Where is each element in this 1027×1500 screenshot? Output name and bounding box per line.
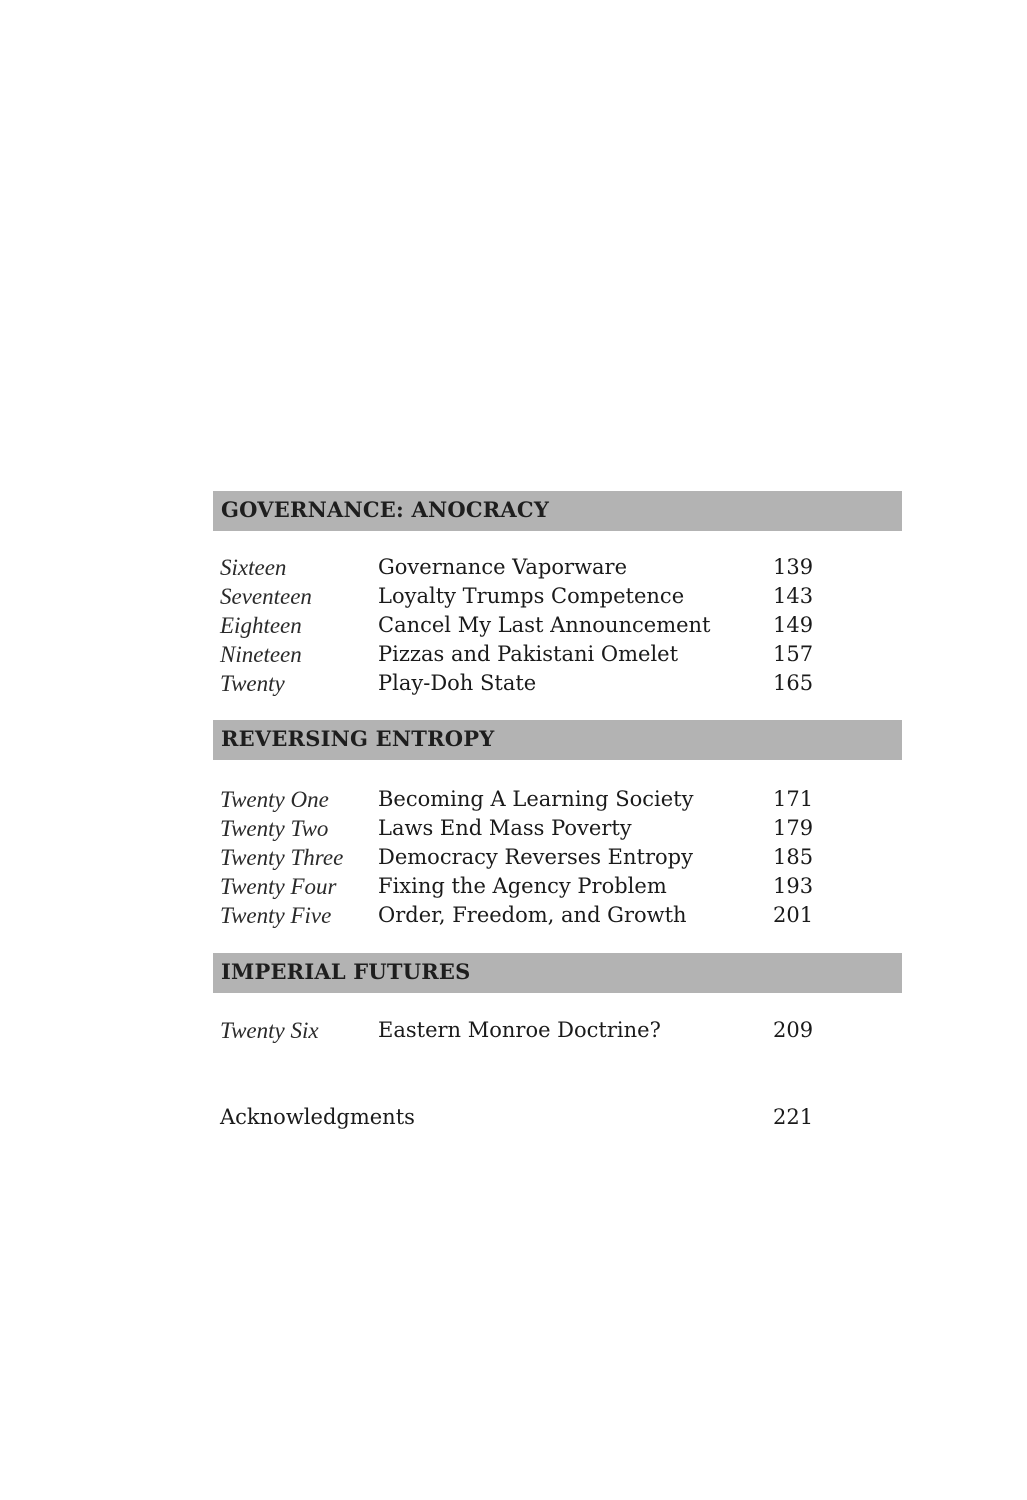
toc-entry[interactable] (220, 553, 820, 582)
toc-entry[interactable] (220, 814, 820, 843)
toc-entry[interactable] (220, 669, 820, 698)
chapter-number: Twenty Two (220, 816, 329, 841)
page-number: 139 (773, 555, 814, 579)
toc-entry[interactable] (220, 640, 820, 669)
section-header-governance (213, 491, 902, 531)
toc-entry[interactable] (220, 843, 820, 872)
chapter-title: Pizzas and Pakistani Omelet (378, 642, 679, 666)
toc-entry[interactable] (220, 872, 820, 901)
chapter-number: Twenty One (220, 787, 329, 812)
toc-entry[interactable] (220, 901, 820, 930)
chapter-title: Governance Vaporware (378, 555, 628, 579)
toc-entry[interactable] (220, 785, 820, 814)
chapter-title: Cancel My Last Announcement (378, 613, 711, 637)
chapter-title: Eastern Monroe Doctrine? (378, 1018, 661, 1042)
page-number: 171 (773, 787, 814, 811)
chapter-title: Democracy Reverses Entropy (378, 845, 693, 869)
chapter-number: Twenty Three (220, 845, 344, 870)
page-number: 165 (773, 671, 814, 695)
page-number: 143 (773, 584, 814, 608)
chapter-title: Loyalty Trumps Competence (378, 584, 685, 608)
toc-entry[interactable] (220, 1016, 820, 1045)
toc-entry[interactable] (220, 611, 820, 640)
page-number: 221 (773, 1105, 814, 1129)
chapter-number: Twenty (220, 671, 285, 696)
chapter-title: Fixing the Agency Problem (378, 874, 667, 898)
chapter-number: Seventeen (220, 584, 312, 609)
chapter-number: Sixteen (220, 555, 287, 580)
chapter-number: Twenty Six (220, 1018, 319, 1043)
acknowledgments-label: Acknowledgments (220, 1105, 415, 1129)
section-header-reversing-entropy (213, 720, 902, 760)
toc-entry-acknowledgments[interactable] (220, 1102, 820, 1132)
page-number: 185 (773, 845, 814, 869)
page-number: 209 (773, 1018, 814, 1042)
chapter-title: Play-Doh State (378, 671, 537, 695)
chapter-number: Eighteen (220, 613, 302, 638)
chapter-list-governance (220, 553, 820, 698)
chapter-list-reversing-entropy (220, 785, 820, 930)
page-number: 201 (773, 903, 814, 927)
page-number: 193 (773, 874, 814, 898)
chapter-title: Becoming A Learning Society (378, 787, 694, 811)
section-title: GOVERNANCE: ANOCRACY (221, 497, 550, 522)
chapter-number: Twenty Five (220, 903, 332, 928)
page-number: 157 (773, 642, 814, 666)
chapter-number: Twenty Four (220, 874, 337, 899)
page-number: 179 (773, 816, 814, 840)
chapter-number: Nineteen (220, 642, 302, 667)
toc-entry[interactable] (220, 582, 820, 611)
section-title: IMPERIAL FUTURES (221, 959, 471, 984)
section-title: REVERSING ENTROPY (221, 726, 495, 751)
page-number: 149 (773, 613, 814, 637)
chapter-title: Laws End Mass Poverty (378, 816, 632, 840)
chapter-title: Order, Freedom, and Growth (378, 903, 687, 927)
section-header-imperial-futures (213, 953, 902, 993)
chapter-list-imperial-futures (220, 1016, 820, 1045)
